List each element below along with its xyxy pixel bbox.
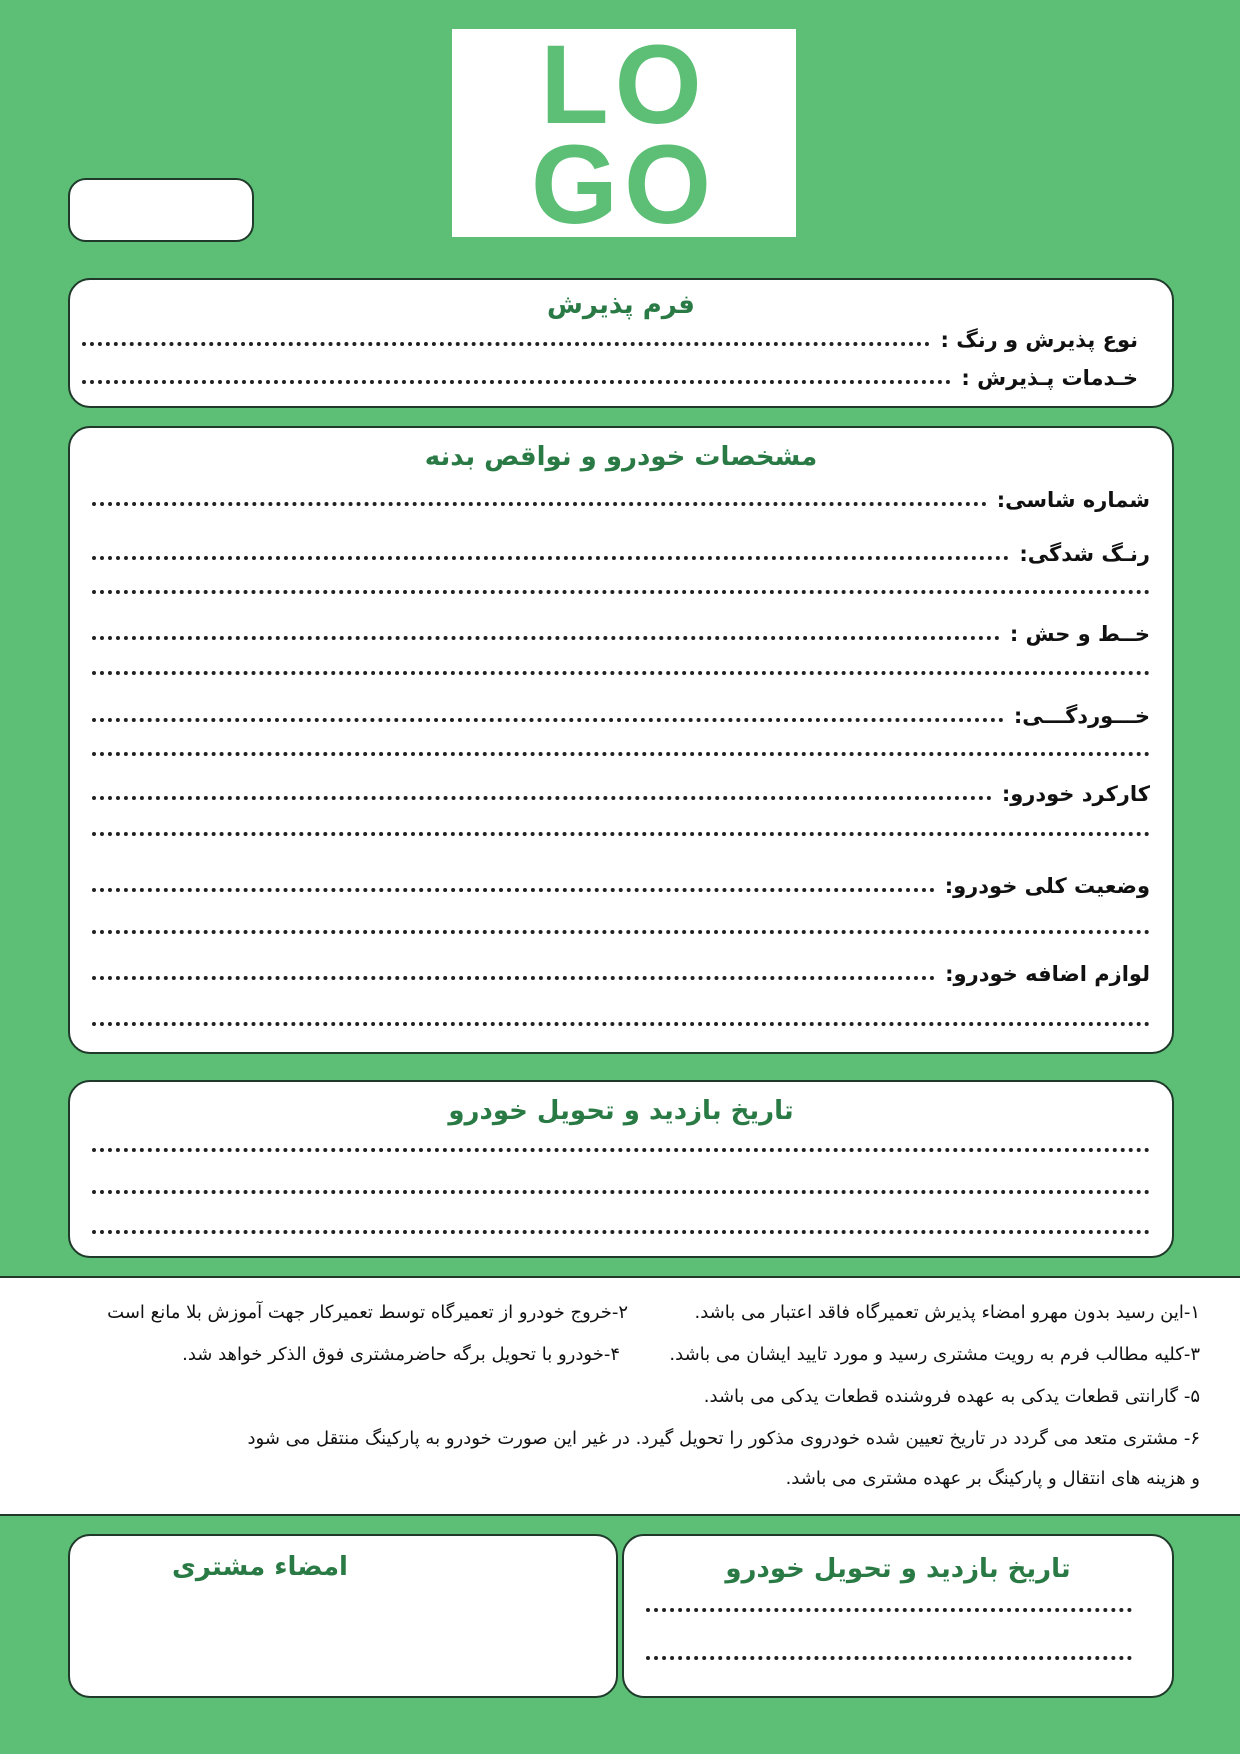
- field-label: کارکرد خودرو:: [1001, 782, 1150, 806]
- field-label: رنـگ شدگی:: [1019, 542, 1150, 566]
- field-label: لوازم اضافه خودرو:: [945, 962, 1150, 986]
- terms-section: [0, 1276, 1240, 1516]
- dotted-line[interactable]: [92, 930, 1150, 934]
- scratch-row[interactable]: [92, 622, 1150, 646]
- dotted-line: [82, 342, 930, 346]
- field-label: شماره شاسی:: [996, 488, 1150, 512]
- form-number-field[interactable]: [68, 178, 254, 242]
- field-label: خــط و حش :: [1009, 622, 1150, 646]
- field-label: خـدمات پـذیرش :: [961, 366, 1138, 390]
- dotted-line[interactable]: [646, 1608, 1132, 1612]
- dotted-line[interactable]: [92, 832, 1150, 836]
- dotted-line: [92, 888, 935, 892]
- dotted-line[interactable]: [92, 671, 1150, 675]
- field-label: وضعیت کلی خودرو:: [944, 874, 1150, 898]
- rule-6: ۶- مشتری متعد می گردد در تاریخ تعیین شده خودروی مذکور را تحویل گیرد. در غیر این صورت خودرو به پارکینگ منتقل می شود: [247, 1428, 1200, 1449]
- signature-title: امضاء مشتری: [172, 1552, 348, 1582]
- rule-3: ۳-کلیه مطالب فرم به رویت مشتری رسید و مورد تایید ایشان می باشد.: [669, 1344, 1200, 1365]
- field-label: خـــوردگـــی:: [1013, 704, 1150, 728]
- dotted-line: [92, 718, 1004, 722]
- dotted-line: [92, 976, 935, 980]
- dotted-line: [92, 502, 987, 506]
- dotted-line: [92, 636, 1000, 640]
- rule-7: و هزینه های انتقال و پارکینگ بر عهده مشتری می باشد.: [785, 1468, 1200, 1489]
- rule-4: ۴-خودرو با تحویل برگه حاضرمشتری فوق الذکر خواهد شد.: [182, 1344, 620, 1365]
- field-label: نوع پذیرش و رنگ :: [940, 328, 1138, 352]
- reception-type-row[interactable]: [82, 328, 1138, 352]
- reception-section: [68, 278, 1174, 408]
- logo-text-line2: GO: [530, 122, 718, 247]
- chassis-row[interactable]: [92, 488, 1150, 512]
- footer-visit-section: [622, 1534, 1174, 1698]
- vehicle-title: مشخصات خودرو و نواقص بدنه: [424, 442, 818, 472]
- dotted-line[interactable]: [92, 1230, 1150, 1234]
- condition-row[interactable]: [92, 874, 1150, 898]
- corrosion-row[interactable]: [92, 704, 1150, 728]
- logo: [452, 22, 796, 247]
- visit-section: [68, 1080, 1174, 1258]
- rule-1: ۱-این رسید بدون مهرو امضاء پذیرش تعمیرگاه فاقد اعتبار می باشد.: [694, 1302, 1200, 1323]
- reception-title: فرم پذیرش: [547, 290, 695, 320]
- footer-visit-title: تاریخ بازدید و تحویل خودرو: [725, 1554, 1071, 1584]
- customer-signature-section[interactable]: [68, 1534, 618, 1698]
- mileage-row[interactable]: [92, 782, 1150, 806]
- dotted-line[interactable]: [92, 590, 1150, 594]
- logo-text-line1: LO: [540, 22, 708, 147]
- vehicle-section: [68, 426, 1174, 1054]
- visit-title: تاریخ بازدید و تحویل خودرو: [448, 1096, 794, 1126]
- reception-services-row[interactable]: [82, 366, 1138, 390]
- rule-5: ۵- گارانتی قطعات یدکی به عهده فروشنده قطعات یدکی می باشد.: [703, 1386, 1200, 1407]
- accessories-row[interactable]: [92, 962, 1150, 986]
- dotted-line[interactable]: [92, 752, 1150, 756]
- dotted-line[interactable]: [92, 1148, 1150, 1152]
- dotted-line[interactable]: [646, 1656, 1132, 1660]
- dotted-line[interactable]: [92, 1022, 1150, 1026]
- dotted-line: [92, 796, 992, 800]
- paint-row[interactable]: [92, 542, 1150, 566]
- dotted-line[interactable]: [92, 1190, 1150, 1194]
- rule-2: ۲-خروج خودرو از تعمیرگاه توسط تعمیرکار جهت آموزش بلا مانع است: [107, 1302, 628, 1323]
- dotted-line: [92, 556, 1009, 560]
- dotted-line: [82, 380, 951, 384]
